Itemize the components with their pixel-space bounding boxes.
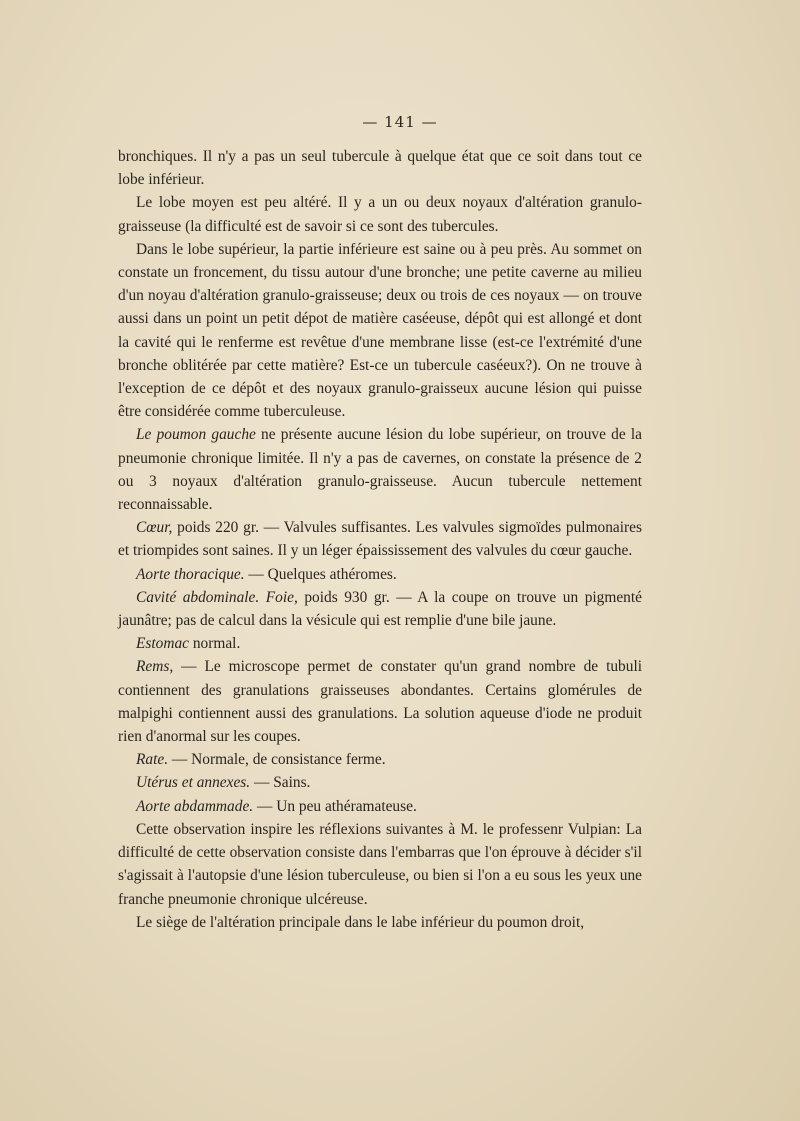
paragraph: [118, 771, 642, 794]
paragraph: [118, 145, 642, 191]
paragraph: [118, 191, 642, 237]
paragraph: [118, 818, 642, 911]
paragraph-text: poids 220 gr. — Valvules suffisantes. Les valvules sigmoïdes pulmonaires et triompides sont saines. Il y un léger épaississement des valvules du cœur gauche.: [118, 519, 642, 560]
paragraph-text: — Un peu athéramateuse.: [253, 797, 417, 815]
paragraph-text: Dans le lobe supérieur, la partie inférieure est saine ou à peu près. Au sommet on constate un froncement, du tissu autour d'une bronche; une petite caverne au milieu d'un noyau d'altération granulo-graisseuse; deux ou trois de ces noyaux — on trouve aussi dans un point un petit dépot de matière caséeuse, dépôt qui est allongé et dont la cavité qui le renferme est revêtue d'une membrane lisse (est-ce l'extrémité d'une bronche oblitérée par cette matière? Est-ce un tubercule caséeux?). On ne trouve à l'exception de ce dépôt et des noyaux granulo-graisseux aucune lésion qui puisse être considérée comme tuberculeuse.: [118, 240, 642, 421]
paragraph-text: — Le microscope permet de constater qu'un grand nombre de tubuli contiennent des granulations graisseuses abondantes. Certains glomérules de malpighi contiennent aussi des granulations. La solution aqueuse d'iode ne produit rien d'anormal sur les coupes.: [118, 658, 642, 746]
section-heading: Cavité abdominale. Foie,: [136, 588, 298, 606]
paragraph-text: bronchiques. Il n'y a pas un seul tubercule à quelque état que ce soit dans tout ce lobe inférieur.: [118, 148, 642, 189]
paragraph: [118, 795, 642, 818]
paragraph-text: Cette observation inspire les réflexions suivantes à M. le professenr Vulpian: La difficulté de cette observation consiste dans l'embarras que l'on éprouve à décider s'il s'agissait à l'autopsie d'une lésion tuberculeuse, ou bien si l'on a eu sous les yeux une franche pneumonie chronique ulcéreuse.: [118, 820, 642, 908]
section-heading: Rems,: [136, 658, 174, 676]
paragraph: [118, 238, 642, 424]
paragraph: [118, 516, 642, 562]
section-heading: Rate.: [136, 751, 169, 769]
paragraph: [118, 563, 642, 586]
paragraph-text: — Sains.: [250, 774, 311, 792]
body-text: [118, 145, 642, 934]
section-heading: Aorte abdammade.: [136, 797, 254, 815]
paragraph-text: poids 930 gr. — A la coupe on trouve un pigmenté jaunâtre; pas de calcul dans la vésicule qui est remplie d'une bile jaune.: [118, 588, 642, 630]
section-heading: Estomac: [136, 635, 190, 653]
paragraph: [118, 748, 642, 771]
paragraph: [118, 632, 642, 655]
section-heading: Le poumon gauche: [136, 426, 256, 444]
page-number: — 141 —: [362, 113, 438, 131]
paragraph: [118, 655, 642, 748]
paragraph-text: Le siège de l'altération principale dans le labe inférieur du poumon droit,: [136, 913, 585, 931]
section-heading: Cœur,: [136, 519, 173, 537]
section-heading: Aorte thoracique.: [136, 565, 245, 583]
paragraph-text: normal.: [189, 635, 241, 653]
paragraph-text: — Quelques athéromes.: [244, 565, 397, 583]
paragraph-text: ne présente aucune lésion du lobe supérieur, on trouve de la pneumonie chronique limitée. Il n'y a pas de cavernes, on constate la présence de 2 ou 3 noyaux d'altération granulo-graisseuse. Aucun tubercule nettement reconnaissable.: [118, 426, 642, 514]
section-heading: Utérus et annexes.: [136, 774, 251, 792]
paragraph: [118, 586, 642, 632]
paragraph: [118, 911, 642, 934]
paragraph-text: Le lobe moyen est peu altéré. Il y a un ou deux noyaux d'altération granulo-graisseuse (la difficulté est de savoir si ce sont des tubercules.: [118, 194, 642, 235]
paragraph-text: — Normale, de consistance ferme.: [168, 751, 386, 769]
paragraph: [118, 423, 642, 516]
